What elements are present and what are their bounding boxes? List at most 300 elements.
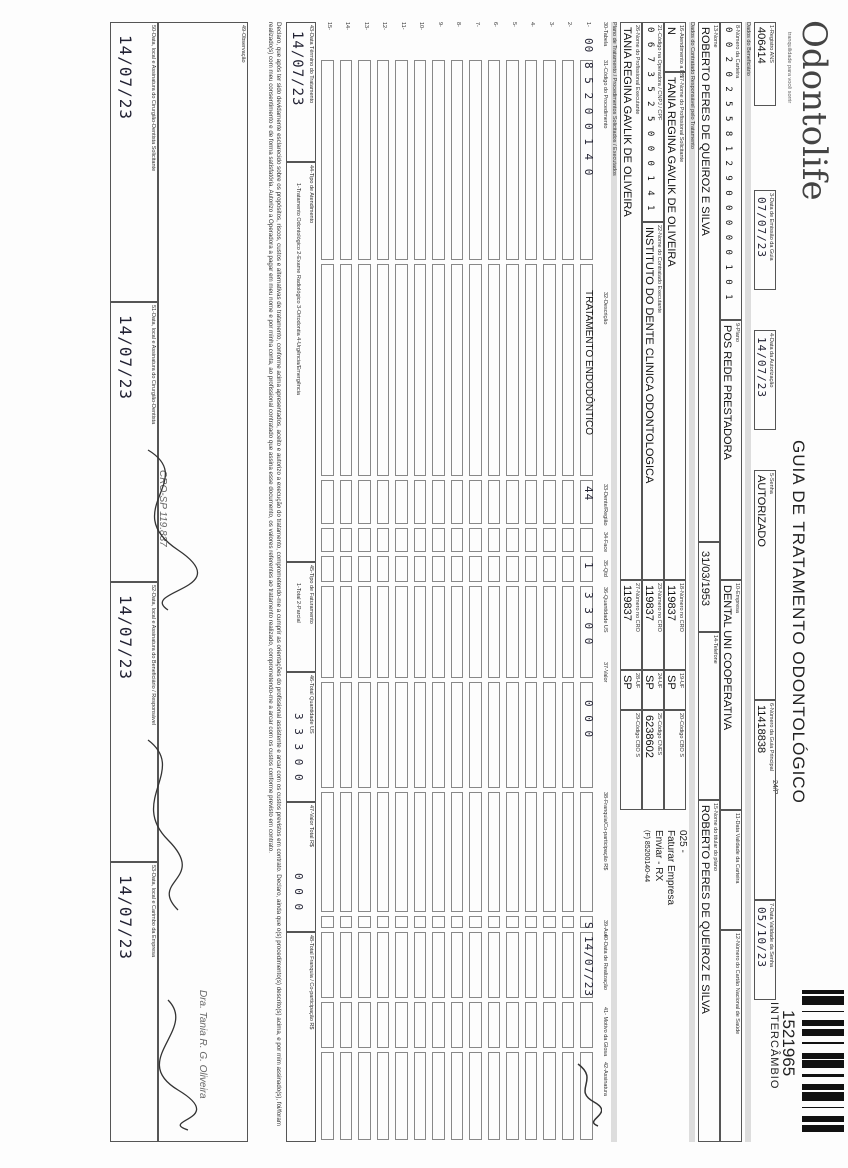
field-7-box (754, 900, 776, 1000)
row-cell (470, 528, 483, 552)
row-cell (322, 586, 335, 678)
row-cell (525, 1052, 538, 1140)
row-cell (377, 586, 390, 678)
procedure-row-frame (522, 0, 541, 1168)
row-cell (340, 556, 353, 582)
field-47-value: 0 0 0 (292, 873, 305, 912)
guide-number: 1521965 (779, 1010, 798, 1077)
field-4-box (754, 330, 776, 430)
field-29-box (620, 710, 642, 810)
row-cell (470, 556, 483, 582)
row-cell (507, 528, 520, 552)
procedure-row-frame (411, 0, 430, 1168)
field-10-value: DENTAL UNI COOPERATIVA (721, 585, 733, 731)
barcode-bar (802, 1023, 844, 1024)
row-cell (340, 528, 353, 552)
barcode-bar (802, 1128, 844, 1131)
field-11-label: 11-Data Validade da Carteira (734, 813, 740, 884)
field-23-box (642, 580, 664, 670)
barcode-bar (802, 1029, 844, 1030)
row-cell (451, 792, 464, 912)
row-cell (451, 916, 464, 928)
barcode-bar (802, 1098, 844, 1101)
row1-qtd-us: 3 3 0 0 (582, 592, 595, 646)
row-cell (507, 792, 520, 912)
row-cell (322, 1052, 335, 1140)
procedure-row-frame (485, 0, 504, 1168)
row-cell (451, 480, 464, 524)
barcode-bar (802, 1035, 844, 1036)
row-cell (359, 1052, 372, 1140)
row-cell (451, 556, 464, 582)
field-28-box (620, 670, 642, 710)
row-cell (414, 792, 427, 912)
row-cell (507, 586, 520, 678)
side-note-line: Enviar - RX (653, 830, 664, 882)
row-number: 5- (511, 22, 517, 27)
field-47-box (286, 802, 316, 932)
field-48-label: 48-Total Franquia / Co-participação R$ (308, 935, 314, 1030)
row-cell (377, 60, 390, 260)
row-number: 4- (529, 22, 536, 27)
row-cell (359, 682, 372, 788)
field-43-value: 14/07/23 (289, 31, 305, 107)
field-47-label: 47-Valor Total R$ (308, 805, 314, 847)
row-cell (359, 480, 372, 524)
row-cell (525, 792, 538, 912)
field-45-options: 1-Total 2-Parcial (295, 583, 301, 623)
row-cell (396, 264, 409, 476)
field-25-value: 6238602 (643, 715, 655, 758)
procedure-row-frame (467, 0, 486, 1168)
field-49-label: 49-Observação (240, 25, 246, 63)
row-cell (377, 932, 390, 998)
row-cell (433, 916, 446, 928)
barcode-bar (802, 1020, 844, 1023)
side-note-line: Faturar Empresa (665, 830, 676, 906)
row-cell (451, 264, 464, 476)
row-cell (322, 480, 335, 524)
field-19-value: SP (665, 675, 677, 690)
row-cell (414, 264, 427, 476)
row-cell (414, 932, 427, 998)
field-4-value: 14/07/23 (755, 337, 768, 398)
field-22-box (642, 222, 664, 580)
field-7-value: 05/10/23 (755, 907, 768, 968)
row-cell (544, 916, 557, 928)
barcode-bar (802, 999, 844, 1000)
field-50-value: 14/07/23 (116, 35, 135, 121)
procedures-header (598, 22, 608, 1142)
row-number: 12- (381, 22, 388, 30)
row-cell (396, 586, 409, 678)
row-cell (562, 586, 575, 678)
field-6-label: 6-Número da Guia Principal (768, 703, 774, 771)
row-cell (562, 60, 575, 260)
row-cell (507, 264, 520, 476)
row-cell (322, 556, 335, 582)
field-18-label: 18-Número no CRO (678, 583, 684, 632)
barcode-bar (802, 1053, 844, 1054)
row-cell (340, 916, 353, 928)
field-17-label: 17-Nome do Profissional Solicitante (678, 75, 684, 163)
barcode-bar (802, 1089, 844, 1090)
row-cell (414, 682, 427, 788)
procedure-row-frame (393, 0, 412, 1168)
barcode-bar (802, 1065, 844, 1066)
row-cell (544, 264, 557, 476)
row-number: 14- (344, 22, 351, 30)
row-cell (451, 60, 464, 260)
row-cell (525, 682, 538, 788)
row-cell (544, 932, 557, 998)
field-11-box (720, 810, 742, 930)
field-24-box (642, 670, 664, 710)
field-48-box (286, 932, 316, 1142)
side-note-line: 025 - (677, 830, 688, 853)
row-cell (488, 682, 501, 788)
barcode-bar (802, 1054, 844, 1056)
row-cell (377, 480, 390, 524)
field-45-label: 45-Tipo de Faturamento (308, 565, 314, 624)
field-25-box (642, 710, 664, 810)
row1-signature (572, 1060, 602, 1130)
row-cell (433, 792, 446, 912)
field-13-box (698, 22, 720, 542)
row-cell (562, 932, 575, 998)
col-tabela: 30-Tabela (602, 22, 608, 47)
field-16-box (664, 22, 686, 78)
row-cell (562, 556, 575, 582)
field-16-value: N (665, 27, 677, 35)
row-cell (562, 264, 575, 476)
field-19-label: 19-UF (678, 673, 684, 689)
field-3-label: 3-Data de Emissão da Guia (768, 193, 774, 261)
row-cell (433, 932, 446, 998)
field-5-label: 5-Senha (768, 473, 774, 494)
row-cell (544, 1052, 557, 1140)
row-cell (433, 480, 446, 524)
barcode-bar (802, 1060, 844, 1062)
row-cell (507, 916, 520, 928)
declaration-text: Declaro, que após ter sido devidamente esclarecido sobre os propósitos, riscos, custos e alternativas de tratamento, conforme acima apresentados, aceito e autorizo a execução do tratamento, comprometendo-me a cumprir as orientações do profissional assistente e arcar com os custos previstos em contrato. Declaro, ainda que o(s) procedimento(s) descrito(s) acima, e por mim assinado(s), foi/foram realizado(s) com meu consentimento e de forma satisfatória. Autorizo a Operadora a pagar em meu nome e por minha conta, ao profissional contratado que assina esse documento, os valores referentes ao tratamento realizado, comprometendo-me a arcar com os custos conforme previsto em contrato. (267, 22, 282, 1126)
barcode-bar (802, 1062, 844, 1065)
signature-scribbles (108, 440, 208, 1140)
row-cell (322, 264, 335, 476)
odontolife-logo (794, 20, 834, 201)
row-cell (451, 682, 464, 788)
row-cell (340, 682, 353, 788)
barcode-bar (802, 1032, 844, 1035)
row-cell (377, 528, 390, 552)
field-1-label: 1-Registro ANS (768, 25, 774, 63)
field-5-box (754, 470, 776, 700)
field-26-label: 26-Nome do Profissional Executante (634, 25, 640, 115)
row-number: 3- (548, 22, 554, 27)
col-valor: 37-Valor (602, 662, 608, 683)
field-19-box (664, 670, 686, 710)
row-cell (359, 1002, 372, 1048)
row-cell (488, 480, 501, 524)
row-cell (470, 792, 483, 912)
field-15-label: 15-Nome do titular do plano (712, 803, 718, 871)
field-23-value: 119837 (643, 585, 655, 621)
row-cell (488, 1052, 501, 1140)
row1-valor: 0 0 0 (582, 700, 595, 739)
row-cell (377, 264, 390, 476)
row-cell (359, 932, 372, 998)
procedure-row-frame (356, 0, 375, 1168)
row-cell (470, 60, 483, 260)
procedure-row-frame (319, 0, 338, 1168)
row-cell (470, 682, 483, 788)
row-cell (340, 480, 353, 524)
row-cell (544, 1002, 557, 1048)
row-cell (433, 264, 446, 476)
row-cell (451, 1002, 464, 1048)
field-8-value: 0 0 2 0 2 5 5 8 1 2 9 0 0 0 0 0 1 0 1 (723, 27, 733, 302)
row-cell (433, 60, 446, 260)
field-25-label: 25-Código CNES (656, 713, 662, 756)
field-18-box (664, 580, 686, 670)
row-cell (322, 528, 335, 552)
row-cell (488, 586, 501, 678)
row-cell (377, 556, 390, 582)
row-cell (414, 528, 427, 552)
barcode-bar (802, 1056, 844, 1059)
field-14-label: 14-Telefone (712, 635, 718, 664)
procedure-row-frame (374, 0, 393, 1168)
field-51-value: 14/07/23 (116, 315, 135, 401)
row-cell (544, 682, 557, 788)
row-cell (488, 916, 501, 928)
row-cell (322, 682, 335, 788)
field-15-box (698, 800, 720, 1142)
row1-dente: 44 (582, 486, 595, 502)
barcode-bar (802, 1131, 844, 1132)
row-cell (396, 1002, 409, 1048)
row-cell (507, 932, 520, 998)
col-face: 34-Face (602, 532, 608, 553)
field-26-box (620, 22, 642, 580)
row-cell (507, 556, 520, 582)
row-cell (377, 1002, 390, 1048)
row-cell (544, 792, 557, 912)
field-26-value: TANIA REGINA GAVLIK DE OLIVEIRA (621, 27, 633, 217)
row-cell (433, 1002, 446, 1048)
field-15-value: ROBERTO PERES DE QUEIROZ E SILVA (699, 805, 711, 1014)
row-cell (322, 932, 335, 998)
row-cell (396, 932, 409, 998)
field-24-value: SP (643, 675, 655, 690)
field-46-box (286, 672, 316, 802)
row-cell (451, 1052, 464, 1140)
field-21-label: 21-Código na Operadora / CNPJ / CPF (656, 25, 662, 121)
row-cell (470, 480, 483, 524)
barcode-bar (802, 1086, 844, 1089)
field-50-label: 50-Data, local e Assinatura do Cirurgião-Dentista Solicitante (150, 25, 156, 172)
row-cell (544, 556, 557, 582)
row1-tabela: 00 (582, 38, 595, 54)
row-cell (396, 792, 409, 912)
row-cell (414, 60, 427, 260)
col-descricao: 32-Descrição (602, 292, 608, 325)
row-cell (433, 682, 446, 788)
row-cell (322, 916, 335, 928)
logo-tagline: tranquilidade para você sorrir (786, 32, 792, 104)
field-27-value: 119837 (621, 585, 633, 621)
field-5-value: AUTORIZADO (755, 475, 767, 547)
row-cell (470, 264, 483, 476)
barcode-bar (802, 1066, 844, 1068)
birth-date-box (698, 542, 720, 632)
row-cell (414, 1002, 427, 1048)
row-cell (562, 1002, 575, 1048)
field-22-label: 22-Nome do Contratado Executante (656, 225, 662, 314)
row-cell (359, 556, 372, 582)
procedure-row-frame (430, 0, 449, 1168)
row-cell (525, 916, 538, 928)
field-17-box (664, 72, 686, 580)
field-27-box (620, 580, 642, 670)
beneficiary-section-title: Dados do Beneficiário (745, 22, 751, 1142)
row-number: 13- (363, 22, 369, 30)
barcode-bar (802, 1042, 844, 1044)
field-21-value: 0 6 7 3 5 2 5 0 0 0 1 4 1 (645, 27, 655, 213)
row-number: 6- (492, 22, 499, 27)
procedure-row-frame (541, 0, 560, 1168)
row-cell (377, 792, 390, 912)
birth-date-value: 31/03/1953 (699, 551, 711, 607)
col-franquia: 38-Franquia/Co-participação R$ (602, 792, 608, 871)
row-cell (525, 480, 538, 524)
field-46-value: 3 3 3 0 0 (292, 713, 305, 782)
doctor-stamp: Dra. Tania R. G. Oliveira (197, 990, 208, 1099)
row-cell (359, 586, 372, 678)
field-8-label: 8-Número da Carteira (734, 25, 740, 79)
field-9-box (720, 320, 742, 580)
row-cell (507, 682, 520, 788)
field-44-box (286, 162, 316, 562)
row-cell (414, 556, 427, 582)
row-cell (433, 528, 446, 552)
field-52-value: 14/07/23 (116, 595, 135, 681)
field-18-value: 119837 (665, 585, 677, 621)
barcode-bar (802, 1095, 844, 1096)
row-cell (433, 556, 446, 582)
page-code: 24/P (771, 780, 778, 795)
row-number: 7- (474, 22, 480, 27)
row-cell (377, 1052, 390, 1140)
row-cell (562, 480, 575, 524)
row-cell (396, 528, 409, 552)
row-cell (340, 792, 353, 912)
field-16-label: 16-Atendimento a RN (678, 25, 684, 78)
row-cell (340, 264, 353, 476)
field-53-value: 14/07/23 (116, 875, 135, 961)
row-cell (377, 682, 390, 788)
row-cell (414, 586, 427, 678)
field-6-box (754, 700, 776, 900)
row-cell (488, 556, 501, 582)
col-qtd-us: 36-Quantidade US (602, 587, 608, 633)
row-cell (562, 528, 575, 552)
barcode-bar (802, 1024, 844, 1026)
barcode-bar (802, 1126, 844, 1128)
field-8-box (720, 22, 742, 320)
row-cell (470, 932, 483, 998)
field-45-box (286, 562, 316, 672)
field-22-value: INSTITUTO DO DENTE CLINICA ODONTOLOGICA (643, 227, 655, 484)
row-cell (470, 586, 483, 678)
row-cell (396, 916, 409, 928)
row-cell (359, 60, 372, 260)
barcode-image (802, 990, 844, 1140)
row-cell (433, 586, 446, 678)
row-cell (525, 586, 538, 678)
field-29-label: 29-Código CBO S (634, 713, 640, 758)
field-27-label: 27-Número no CRO (634, 583, 640, 632)
row-number: 9- (437, 22, 443, 27)
row-cell (488, 932, 501, 998)
barcode-bar (802, 1116, 844, 1119)
logo-text: Odontolife (794, 20, 834, 201)
row-cell (507, 480, 520, 524)
row-number: 11- (400, 22, 406, 30)
col-data-real: 40-Data de Realização (602, 934, 608, 990)
col-aut: 39-Aut (602, 920, 608, 937)
row-cell (322, 792, 335, 912)
row-cell (340, 1002, 353, 1048)
row-cell (322, 60, 335, 260)
field-7-label: 7-Data Validade da Senha (768, 903, 774, 968)
row1-descricao: TRATAMENTO ENDODÔNTICO (583, 290, 594, 435)
row-cell (470, 1052, 483, 1140)
row-cell (562, 916, 575, 928)
row-cell (544, 60, 557, 260)
field-20-box (664, 710, 686, 810)
field-46-label: 46-Total Quantidade US (308, 675, 314, 734)
field-51-label: 51-Data, local e Assinatura do Cirurgião-Dentista (150, 305, 156, 425)
row-cell (396, 556, 409, 582)
col-dente: 33-Dente/Região (602, 484, 608, 526)
row-cell (488, 792, 501, 912)
barcode-bar (802, 1000, 844, 1002)
procedure-row-1 (578, 0, 596, 1168)
row-cell (470, 1002, 483, 1048)
row-cell (340, 586, 353, 678)
row-cell (322, 1002, 335, 1048)
page-title: GUIA DE TRATAMENTO ODONTOLÓGICO (789, 440, 808, 804)
field-17-value: TANIA REGINA GAVLIK DE OLIVEIRA (665, 77, 677, 267)
row-number: 2- (566, 22, 573, 27)
row-cell (359, 528, 372, 552)
col-codigo: 31-Código do Procedimento (602, 60, 608, 129)
row-number: 15- (326, 22, 332, 30)
barcode-bar (802, 1074, 844, 1077)
side-note-line: (F) 85200140-44 (643, 830, 650, 883)
barcode-bar (802, 993, 844, 994)
row-cell (525, 528, 538, 552)
row-cell (507, 60, 520, 260)
field-28-label: 28-UF (634, 673, 640, 689)
field-14-box (698, 632, 720, 800)
barcode-bar (802, 1030, 844, 1032)
row1-data: 14/07/23 (582, 936, 595, 997)
field-4-label: 4-Data da Autorização (768, 333, 774, 388)
row-cell (525, 556, 538, 582)
field-43-label: 43-Data Término do Tratamento (308, 25, 314, 104)
